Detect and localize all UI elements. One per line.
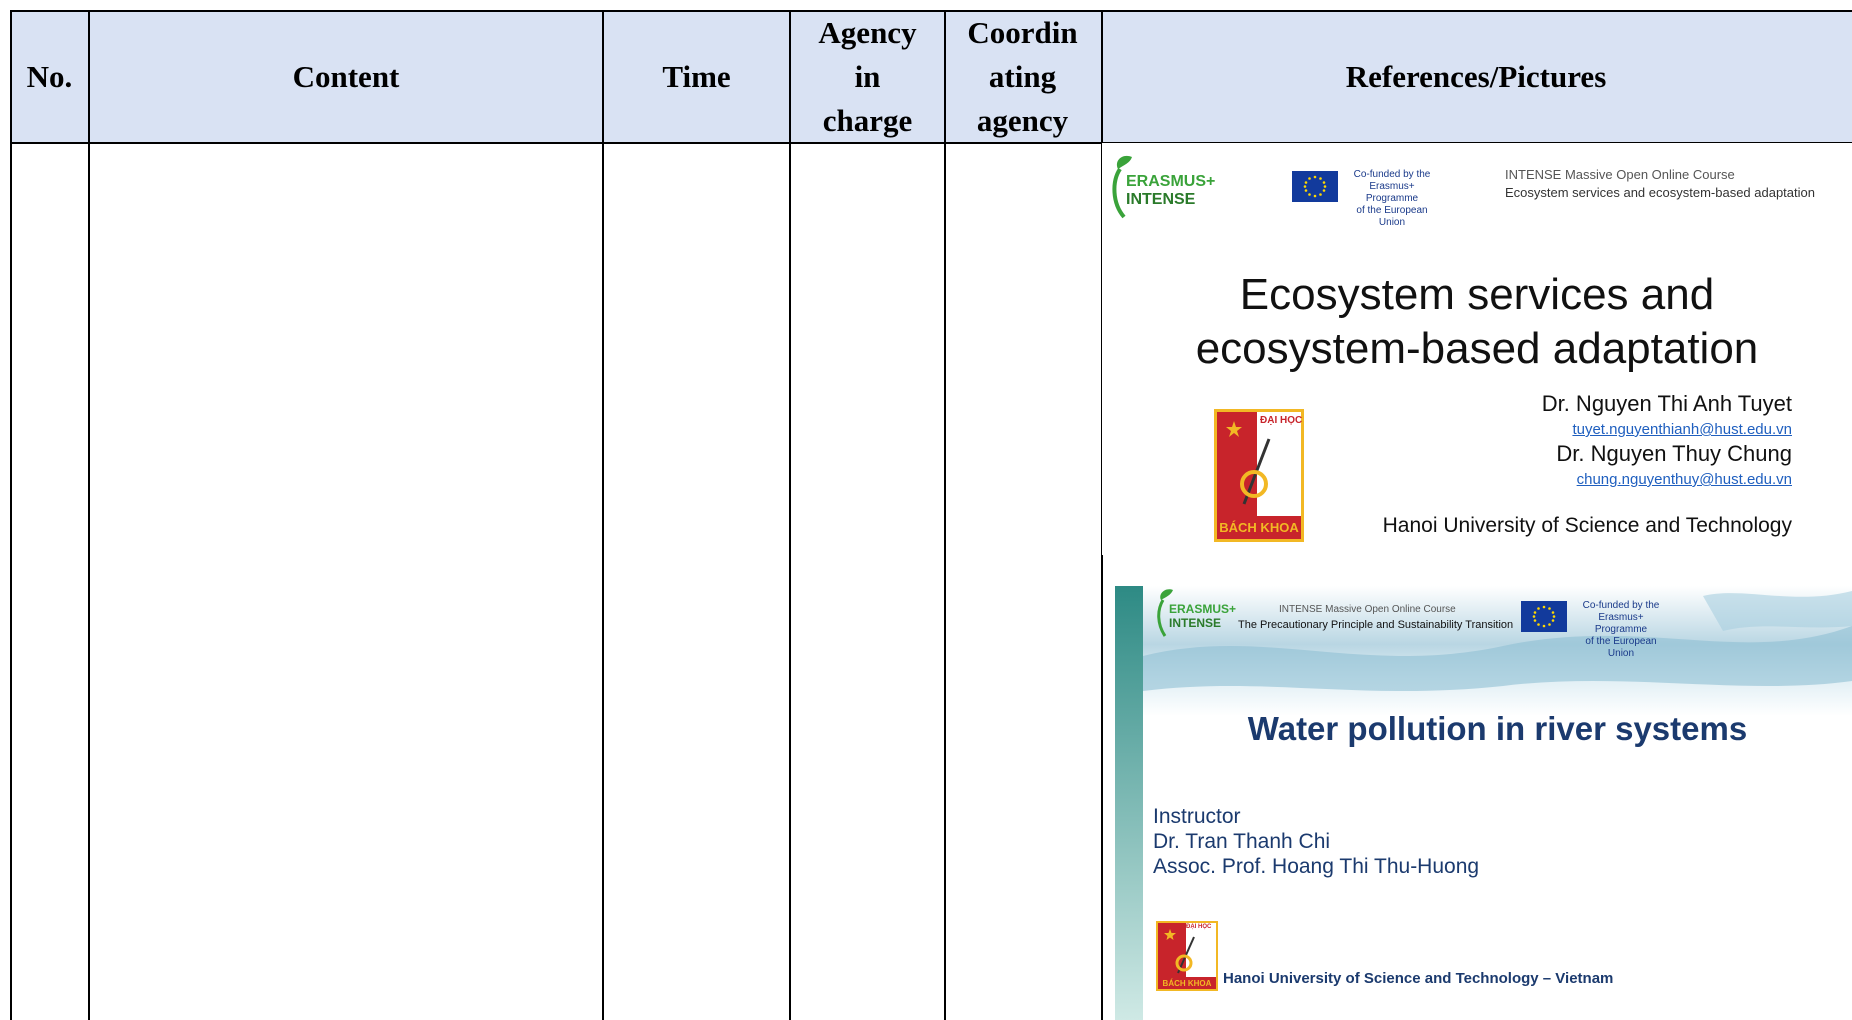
header-time	[603, 10, 790, 143]
header-agency-line1: Agency	[818, 14, 917, 50]
logo-top-text: ĐẠI HỌC	[1260, 415, 1303, 426]
logo-bottom-text: BÁCH KHOA	[1219, 520, 1299, 535]
eu-text-line2: Erasmus+ Programme	[1365, 181, 1419, 204]
logo-top-text: ĐẠI HỌC	[1186, 924, 1212, 930]
university-name: Hanoi University of Science and Technology – Vietnam	[1223, 970, 1614, 987]
university-name: Hanoi University of Science and Technology	[1382, 514, 1792, 537]
instructor-block	[1153, 804, 1479, 879]
intense-logo-text: INTENSE	[1126, 191, 1196, 208]
slide-title-line1: Ecosystem services and	[1239, 270, 1715, 319]
eu-flag-icon	[1292, 171, 1338, 202]
header-references-text: References/Pictures	[1345, 58, 1607, 94]
eu-text-line1: Co-funded by the	[1582, 600, 1660, 611]
header-content	[89, 10, 603, 143]
course-title: Ecosystem services and ecosystem-based adaptation	[1505, 185, 1815, 200]
erasmus-logo-text: ERASMUS+	[1169, 602, 1237, 616]
header-coordinating-agency	[945, 10, 1100, 143]
slide-ecosystem-services	[1102, 143, 1852, 555]
col-border-0	[10, 10, 12, 1020]
header-agency-line2: in	[854, 58, 881, 94]
instructor-label: Instructor	[1153, 805, 1241, 828]
col-border-1	[88, 10, 90, 1020]
email1-link[interactable]: tuyet.nguyenthianh@hust.edu.vn	[1572, 421, 1792, 438]
course-label: INTENSE Massive Open Online Course	[1279, 604, 1456, 615]
table-border-top	[10, 10, 1852, 12]
header-no-text: No.	[26, 58, 73, 94]
eu-text-line1: Co-funded by the	[1353, 169, 1431, 180]
header-references	[1100, 10, 1852, 143]
slide-water-pollution	[1115, 586, 1852, 1020]
header-coord-line3: agency	[976, 102, 1069, 138]
water-splash-image	[1143, 586, 1852, 716]
eu-text-line3: of the European Union	[1356, 205, 1428, 228]
header-coord-line1: Coordin	[967, 14, 1078, 50]
col-border-2	[602, 10, 604, 1020]
course-title: The Precautionary Principle and Sustainability Transition	[1238, 619, 1514, 631]
eu-text-line3: of the European Union	[1585, 636, 1657, 659]
header-no	[10, 10, 89, 143]
logo-bottom-text: BÁCH KHOA	[1162, 979, 1212, 988]
instructor-1: Dr. Tran Thanh Chi	[1153, 830, 1331, 853]
header-agency-line3: charge	[822, 102, 913, 138]
author2: Dr. Nguyen Thuy Chung	[1556, 441, 1792, 466]
intense-logo-text: INTENSE	[1169, 616, 1222, 630]
col-border-4	[944, 10, 946, 1020]
eu-cofunded-text	[1342, 169, 1442, 229]
slide-title: Water pollution in river systems	[1247, 710, 1748, 747]
header-coord-line2: ating	[988, 58, 1057, 94]
author1: Dr. Nguyen Thi Anh Tuyet	[1541, 391, 1792, 416]
slide-title-line2: ecosystem-based adaptation	[1195, 324, 1759, 373]
erasmus-logo-text: ERASMUS+	[1126, 173, 1216, 190]
header-agency-in-charge	[790, 10, 945, 143]
email2-link[interactable]: chung.nguyenthuy@hust.edu.vn	[1576, 471, 1792, 488]
slide-title	[1102, 268, 1852, 376]
header-content-text: Content	[292, 58, 400, 94]
col-border-3	[789, 10, 791, 1020]
eu-flag-icon	[1521, 601, 1567, 632]
instructor-2: Assoc. Prof. Hoang Thi Thu-Huong	[1153, 855, 1480, 878]
header-time-text: Time	[662, 58, 731, 94]
course-label: INTENSE Massive Open Online Course	[1505, 167, 1735, 182]
eu-cofunded-text	[1571, 600, 1671, 660]
slide-side-bar	[1115, 586, 1143, 1020]
eu-text-line2: Erasmus+ Programme	[1594, 612, 1648, 635]
